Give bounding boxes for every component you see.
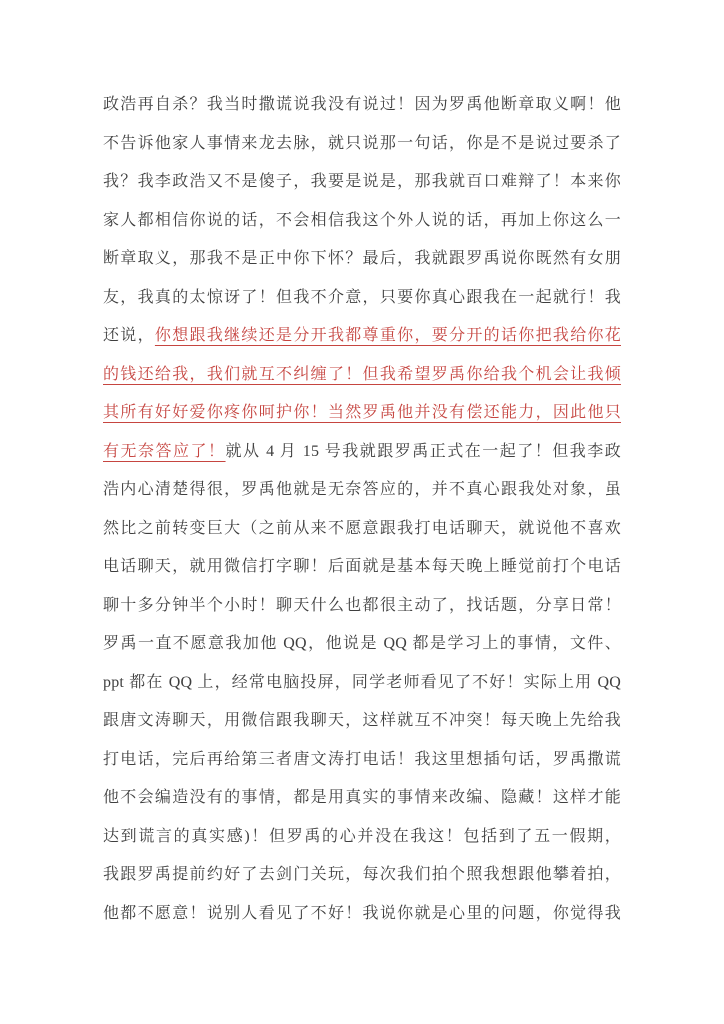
text-line bbox=[103, 856, 621, 895]
text-segment: 就从 4 月 15 号我就跟罗禹正式在一起了！但我李政 bbox=[225, 442, 621, 460]
text-line bbox=[103, 779, 621, 818]
text-segment: 他都不愿意！说别人看见了不好！我说你就是心里的问题，你觉得我 bbox=[103, 904, 621, 922]
text-line bbox=[103, 548, 621, 587]
text-segment: 电话聊天，就用微信打字聊！后面就是基本每天晚上睡觉前打个电话 bbox=[103, 558, 621, 575]
text-line bbox=[103, 625, 621, 664]
text-line bbox=[103, 895, 621, 934]
text-line bbox=[103, 163, 621, 202]
text-line bbox=[103, 356, 621, 395]
text-segment: 然比之前转变巨大（之前从来不愿意跟我打电话聊天，就说他不喜欢 bbox=[103, 519, 621, 537]
text-segment: 不告诉他家人事情来龙去脉，就只说那一句话，你是不是说过要杀了 bbox=[103, 134, 621, 152]
text-line bbox=[103, 125, 621, 164]
body-text bbox=[103, 86, 621, 933]
highlighted-underlined-text-segment: 的钱还给我，我们就互不纠缠了！但我希望罗禹你给我个机会让我倾 bbox=[103, 365, 621, 383]
text-segment: 达到谎言的真实感)！但罗禹的心并没在我这！包括到了五一假期， bbox=[103, 827, 621, 845]
text-line bbox=[103, 317, 621, 356]
text-line bbox=[103, 664, 621, 703]
text-line bbox=[103, 279, 621, 318]
text-segment: 聊十多分钟半个小时！聊天什么也都很主动了，找话题，分享日常！ bbox=[103, 596, 621, 614]
text-line bbox=[103, 240, 621, 279]
text-segment: 打电话，完后再给第三者唐文涛打电话！我这里想插句话，罗禹撒谎 bbox=[103, 750, 621, 768]
text-segment: 友，我真的太惊讶了！但我不介意，只要你真心跟我在一起就行！我 bbox=[103, 288, 621, 306]
text-line bbox=[103, 433, 621, 472]
text-segment: 政浩再自杀？我当时撒谎说我没有说过！因为罗禹他断章取义啊！他 bbox=[103, 96, 621, 113]
text-line bbox=[103, 394, 621, 433]
text-line bbox=[103, 86, 621, 125]
text-line bbox=[103, 702, 621, 741]
text-segment: 还说， bbox=[103, 327, 155, 344]
highlighted-underlined-text-segment: 你想跟我继续还是分开我都尊重你，要分开的话你把我给你花 bbox=[154, 327, 621, 344]
text-segment: 我？我李政浩又不是傻子，我要是说是，那我就百口难辩了！本来你 bbox=[103, 173, 621, 190]
text-line bbox=[103, 818, 621, 857]
text-line bbox=[103, 471, 621, 510]
text-line bbox=[103, 587, 621, 626]
text-line bbox=[103, 510, 621, 549]
text-segment: 跟唐文涛聊天，用微信跟我聊天，这样就互不冲突！每天晚上先给我 bbox=[103, 712, 621, 729]
highlighted-underlined-text-segment: 有无奈答应了！ bbox=[103, 442, 226, 460]
text-segment: 罗禹一直不愿意我加他 QQ，他说是 QQ 都是学习上的事情，文件、 bbox=[103, 635, 621, 652]
text-segment: 家人都相信你说的话，不会相信我这个外人说的话，再加上你这么一 bbox=[103, 211, 621, 229]
text-segment: ppt 都在 QQ 上，经常电脑投屏，同学老师看见了不好！实际上用 QQ bbox=[103, 673, 621, 691]
text-line bbox=[103, 741, 621, 780]
text-segment: 断章取义，那我不是正中你下怀？最后，我就跟罗禹说你既然有女朋 bbox=[103, 250, 621, 267]
text-segment: 他不会编造没有的事情，都是用真实的事情来改编、隐藏！这样才能 bbox=[103, 789, 621, 806]
text-line bbox=[103, 202, 621, 241]
text-segment: 我跟罗禹提前约好了去剑门关玩，每次我们拍个照我想跟他攀着拍， bbox=[103, 866, 621, 883]
highlighted-underlined-text-segment: 其所有好好爱你疼你呵护你！当然罗禹他并没有偿还能力，因此他只 bbox=[103, 404, 621, 421]
text-segment: 浩内心清楚得很，罗禹他就是无奈答应的，并不真心跟我处对象，虽 bbox=[103, 481, 621, 498]
